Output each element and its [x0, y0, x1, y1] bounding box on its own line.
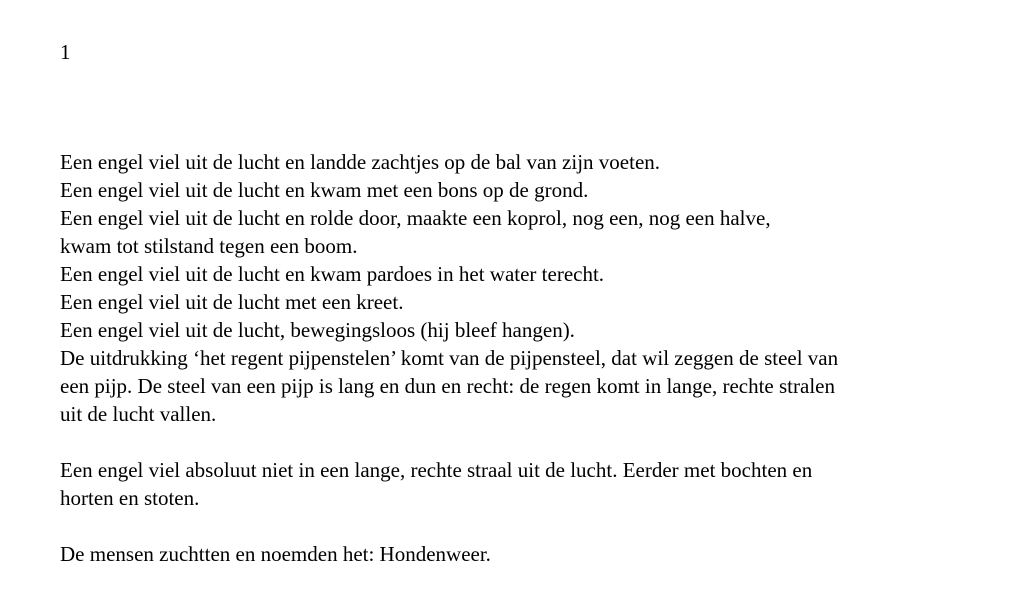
- paragraph-2: [60, 456, 960, 512]
- document-body: [60, 148, 960, 568]
- paragraph-spacer: [60, 512, 960, 540]
- text-line: Een engel viel uit de lucht en kwam pardoes in het water terecht.: [60, 262, 605, 286]
- text-line: Een engel viel uit de lucht en landde zachtjes op de bal van zijn voeten.: [60, 150, 661, 174]
- text-line: De mensen zuchtten en noemden het: Hondenweer.: [60, 542, 491, 566]
- paragraph-1: [60, 148, 960, 428]
- text-line: Een engel viel uit de lucht met een kreet.: [60, 290, 404, 314]
- text-line: kwam tot stilstand tegen een boom.: [60, 234, 358, 258]
- text-line: Een engel viel uit de lucht en rolde door, maakte een koprol, nog een, nog een halve,: [60, 206, 771, 230]
- page-number: 1: [60, 40, 71, 64]
- text-line: uit de lucht vallen.: [60, 402, 217, 426]
- text-line: De uitdrukking ‘het regent pijpenstelen’ komt van de pijpensteel, dat wil zeggen de steel van: [60, 346, 839, 370]
- text-line: horten en stoten.: [60, 486, 200, 510]
- text-line: Een engel viel uit de lucht en kwam met een bons op de grond.: [60, 178, 589, 202]
- text-line: Een engel viel absoluut niet in een lange, rechte straal uit de lucht. Eerder met bochten en: [60, 458, 813, 482]
- text-line: Een engel viel uit de lucht, bewegingsloos (hij bleef hangen).: [60, 318, 575, 342]
- paragraph-spacer: [60, 428, 960, 456]
- text-line: een pijp. De steel van een pijp is lang en dun en recht: de regen komt in lange, rechte stralen: [60, 374, 835, 398]
- paragraph-3: [60, 540, 960, 568]
